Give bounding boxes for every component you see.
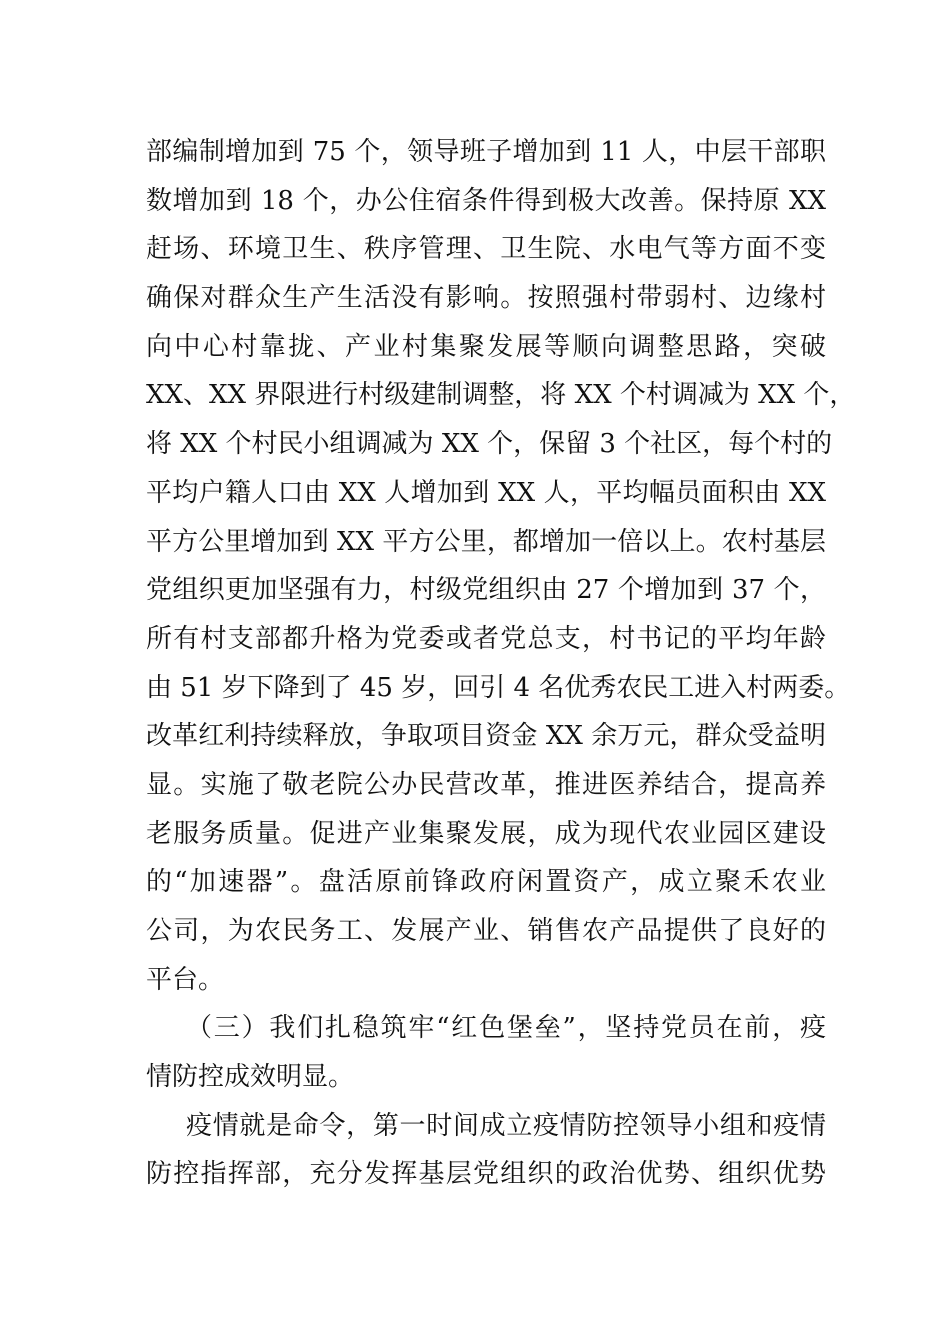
text-line: 改革红利持续释放，争取项目资金 XX 余万元，群众受益明 [146, 721, 826, 752]
text-line: 疫情就是命令，第一时间成立疫情防控领导小组和疫情 [186, 1110, 826, 1141]
text-line: 显。实施了敬老院公办民营改革，推进医养结合，提高养 [146, 769, 826, 800]
text-line: 确保对群众生产生活没有影响。按照强村带弱村、边缘村 [146, 283, 826, 314]
text-line: 党组织更加坚强有力，村级党组织由 27 个增加到 37 个， [146, 575, 826, 606]
text-line: 数增加到 18 个，办公住宿条件得到极大改善。保持原 XX [146, 185, 826, 216]
text-line: 的“加速器”。盘活原前锋政府闲置资产，成立聚禾农业 [146, 867, 826, 898]
text-line: 所有村支部都升格为党委或者党总支，村书记的平均年龄 [146, 623, 826, 654]
text-line: 老服务质量。促进产业集聚发展，成为现代农业园区建设 [146, 818, 826, 849]
text-line: 向中心村靠拢、产业村集聚发展等顺向调整思路，突破 [146, 331, 826, 362]
text-line: 平均户籍人口由 XX 人增加到 XX 人，平均幅员面积由 XX [146, 477, 826, 508]
section-heading-line: 情防控成效明显。 [146, 1062, 355, 1093]
text-line: XX、XX 界限进行村级建制调整，将 XX 个村调减为 XX 个， [146, 380, 856, 411]
text-line: 部编制增加到 75 个，领导班子增加到 11 人，中层干部职 [146, 137, 826, 167]
section-heading-line: （三）我们扎稳筑牢“红色堡垒”，坚持党员在前，疫 [186, 1013, 826, 1044]
text-line: 平台。 [146, 964, 225, 995]
text-line: 将 XX 个村民小组调减为 XX 个，保留 3 个社区，每个村的 [146, 429, 833, 460]
text-line: 由 51 岁下降到了 45 岁，回引 4 名优秀农民工进入村两委。 [146, 672, 851, 703]
document-body [146, 128, 856, 1199]
text-line: 防控指挥部，充分发挥基层党组织的政治优势、组织优势 [146, 1159, 826, 1190]
text-line: 公司，为农民务工、发展产业、销售农产品提供了良好的 [146, 916, 826, 946]
text-line: 平方公里增加到 XX 平方公里，都增加一倍以上。农村基层 [146, 526, 826, 557]
text-line: 赶场、环境卫生、秩序管理、卫生院、水电气等方面不变 [146, 234, 826, 265]
